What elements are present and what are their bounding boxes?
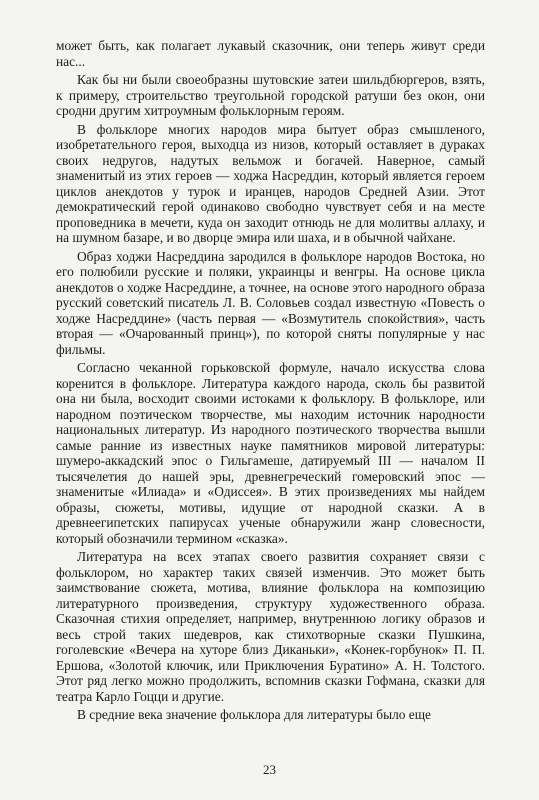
paragraph: В фольклоре многих народов мира бытует образ смышленого, изобретательного героя, выходца из низов, который оставляет в дураках своих недругов, надутых вельмож и богачей. Наверное, самый знаменитый из этих героев — ходжа Насреддин, который является героем циклов анекдотов у турок и иранцев, народов Средней Азии. Этот демократический герой одинаково свободно чувствует себя и на месте проповедника в мечети, куда он заходит отнюдь не для молитвы аллаху, и на шумном базаре, и во дворце эмира или шаха, и в обычной чайхане. bbox=[56, 121, 485, 245]
body-text bbox=[56, 38, 485, 726]
paragraph: Образ ходжи Насреддина зародился в фольклоре народов Востока, но его полюбили русские и поляки, украинцы и венгры. На основе цикла анекдотов о ходже Насреддине, а точнее, на основе этого народного образа русский советский писатель Л. В. Соловьев создал известную «Повесть о ходже Насреддине» (часть первая — «Возмутитель спокойствия», часть вторая — «Очарованный принц»), по которой сняты популярные у нас фильмы. bbox=[56, 248, 485, 357]
paragraph: Литература на всех этапах своего развития сохраняет связи с фольклором, но характер таких связей изменчив. Это может быть заимствование сюжета, мотива, влияние фольклора на композицию литературного произведения, структуру художественного образа. Сказочная стихия определяет, например, внутреннюю логику образов и весь строй таких шедевров, как стихотворные сказки Пушкина, гоголевские «Вечера на хуторе близ Диканьки», «Конек-горбунок» П. П. Ершова, «Золотой ключик, или Приключения Буратино» А. Н. Толстого. Этот ряд легко можно продолжить, вспомнив сказки Гофмана, сказки для театра Карло Гоцци и другие. bbox=[56, 549, 485, 704]
paragraph: В средние века значение фольклора для литературы было еще bbox=[77, 707, 432, 722]
page-number: 23 bbox=[263, 762, 276, 777]
paragraph: Как бы ни были своеобразны шутовские затеи шильдбюргеров, взять, к примеру, строительство треугольной городской ратуши без окон, они сродни другим хитроумным фольклорным героям. bbox=[56, 72, 485, 118]
paragraph: может быть, как полагает лукавый сказочник, они теперь живут среди нас... bbox=[56, 38, 485, 69]
paragraph: Согласно чеканной горьковской формуле, начало искусства слова коренится в фольклоре. Литература каждого народа, сколь бы развитой она ни была, восходит своими истоками к фольклору. В фольклоре, или народном поэтическом творчестве, мы находим источник народности национальных литератур. Из народного поэтического творчества вышли самые ранние из известных науке памятников мировой литературы: шумеро-аккадский эпос о Гильгамеше, датируемый III — началом II тысячелетия до нашей эры, древнегреческий гомеровский эпос — знаменитые «Илиада» и «Одиссея». В этих произведениях мы найдем образы, сюжеты, мотивы, идущие от народной сказки. А в древнеегипетских папирусах ученые обнаружили жанр словесности, который обозначили термином «сказка». bbox=[56, 360, 485, 546]
